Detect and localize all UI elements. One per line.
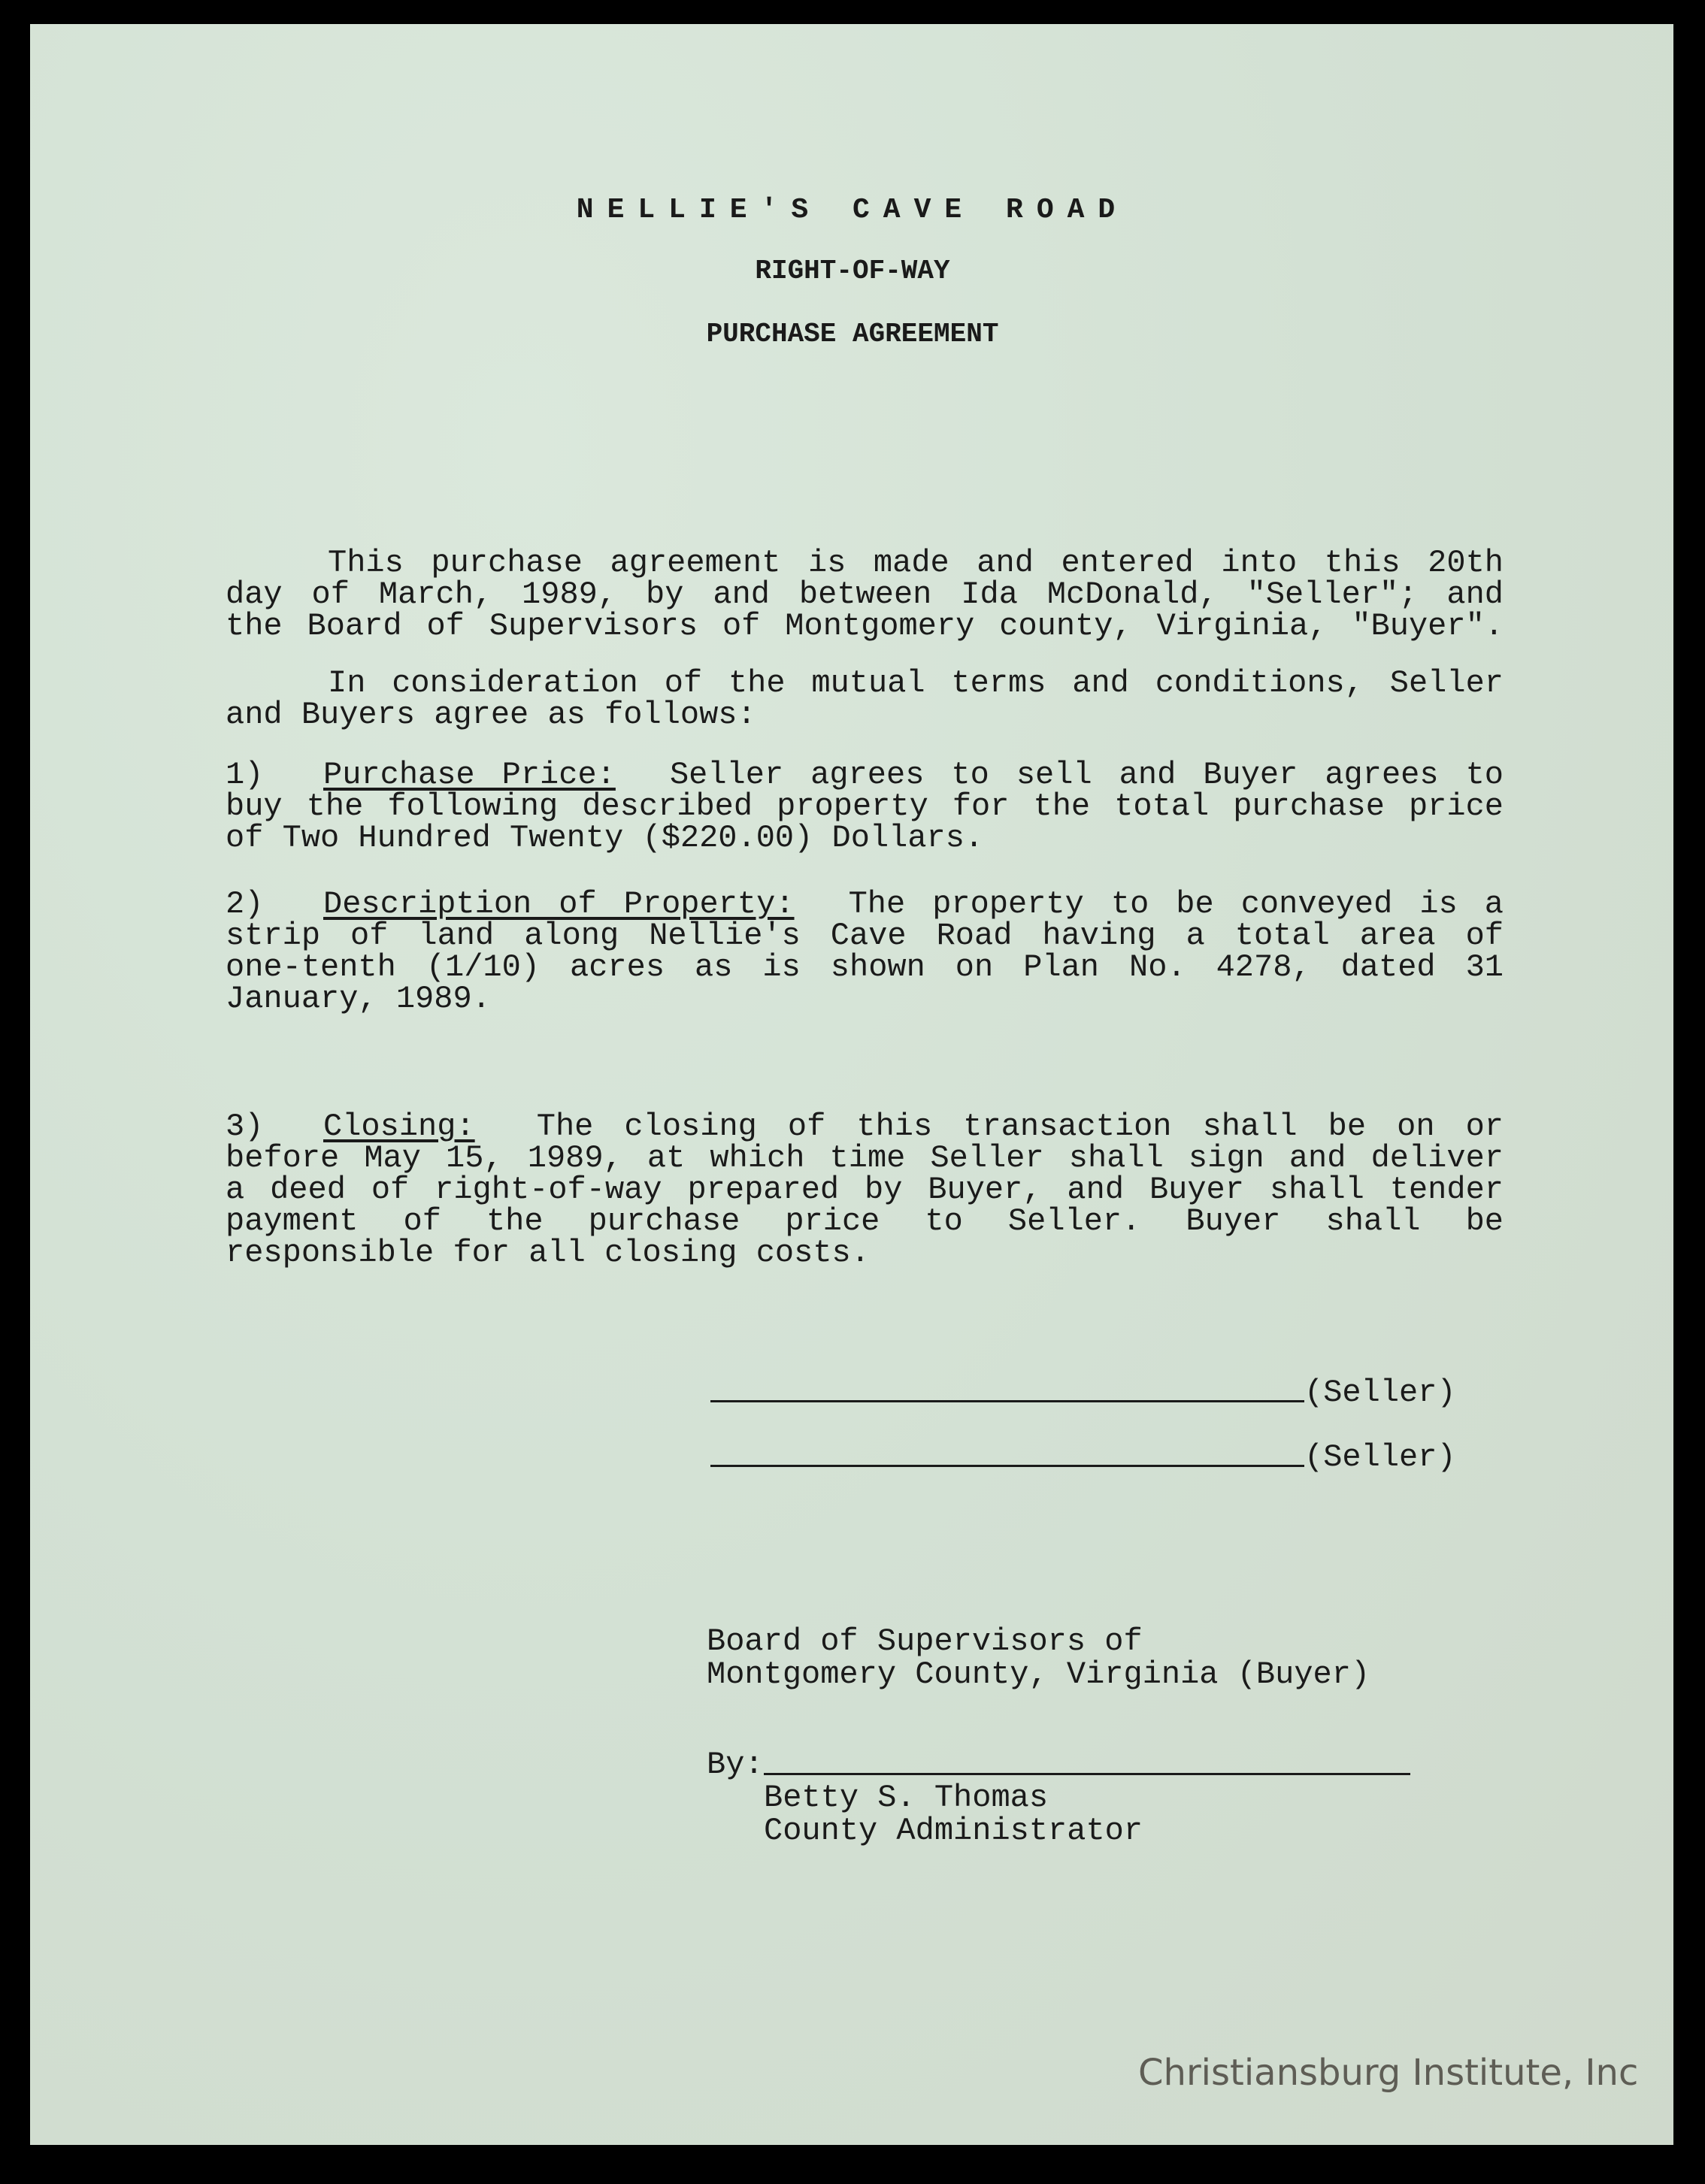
buyer-signature-block: [707, 1748, 1410, 1847]
clause-text: Seller agrees to sell and Buyer agrees to: [669, 757, 1504, 793]
clause-closing: [226, 1111, 1504, 1269]
clause-purchase-price: [226, 759, 1504, 854]
consideration-line: In consideration of the mutual terms and conditions, Seller: [328, 665, 1504, 701]
clause-line: buy the following described property for the total purchase price: [226, 788, 1504, 824]
clause-number: 2): [226, 886, 264, 922]
clause-line: one-tenth (1/10) acres as is shown on Plan No. 4278, dated 31: [226, 949, 1504, 985]
clause-heading: Closing:: [323, 1109, 475, 1145]
buyer-name-line: Board of Supervisors of: [707, 1623, 1143, 1659]
intro-line: the Board of Supervisors of Montgomery county, Virginia, "Buyer".: [226, 608, 1504, 644]
clause-line: payment of the purchase price to Seller. Buyer shall be: [226, 1203, 1504, 1239]
intro-line: This purchase agreement is made and entered into this 20th: [328, 545, 1504, 581]
consideration-line: and Buyers agree as follows:: [226, 697, 756, 733]
clause-number: 3): [226, 1109, 264, 1145]
clause-text: The property to be conveyed is a: [848, 886, 1504, 922]
intro-line: day of March, 1989, by and between Ida McDonald, "Seller"; and: [226, 576, 1504, 613]
buyer-block: [707, 1625, 1370, 1691]
clause-heading: Description of Property:: [323, 886, 795, 922]
clause-line: of Two Hundred Twenty ($220.00) Dollars.: [226, 820, 984, 856]
clause-text: The closing of this transaction shall be on or: [536, 1109, 1504, 1145]
document-type: PURCHASE AGREEMENT: [706, 319, 999, 349]
document-title: NELLIE'S CAVE ROAD: [576, 194, 1129, 226]
intro-paragraph: [226, 547, 1504, 642]
clause-line: before May 15, 1989, at which time Seller shall sign and deliver: [226, 1140, 1504, 1176]
document-subtitle: RIGHT-OF-WAY: [755, 256, 950, 286]
buyer-name-line: Montgomery County, Virginia (Buyer): [707, 1656, 1370, 1692]
seller-signature-line-2: [710, 1441, 1456, 1473]
seller-label: (Seller): [1304, 1375, 1456, 1411]
signature-rule: [764, 1773, 1410, 1775]
seller-signature-line-1: [710, 1375, 1456, 1411]
clause-line: January, 1989.: [226, 981, 491, 1017]
clause-line: strip of land along Nellie's Cave Road having a total area of: [226, 918, 1504, 954]
clause-heading: Purchase Price:: [323, 757, 616, 793]
signature-rule: [710, 1400, 1304, 1402]
clause-number: 1): [226, 757, 264, 793]
consideration-paragraph: [226, 667, 1504, 731]
signer-name: Betty S. Thomas: [764, 1780, 1049, 1816]
watermark: Christiansburg Institute, Inc: [1138, 2052, 1639, 2094]
clause-line: a deed of right-of-way prepared by Buyer, and Buyer shall tender: [226, 1172, 1504, 1208]
by-label: By:: [707, 1747, 764, 1783]
clause-line: responsible for all closing costs.: [226, 1235, 870, 1271]
seller-label: (Seller): [1304, 1439, 1456, 1475]
signer-title: County Administrator: [764, 1813, 1143, 1849]
clause-description: [226, 888, 1504, 1015]
signature-rule: [710, 1465, 1304, 1467]
